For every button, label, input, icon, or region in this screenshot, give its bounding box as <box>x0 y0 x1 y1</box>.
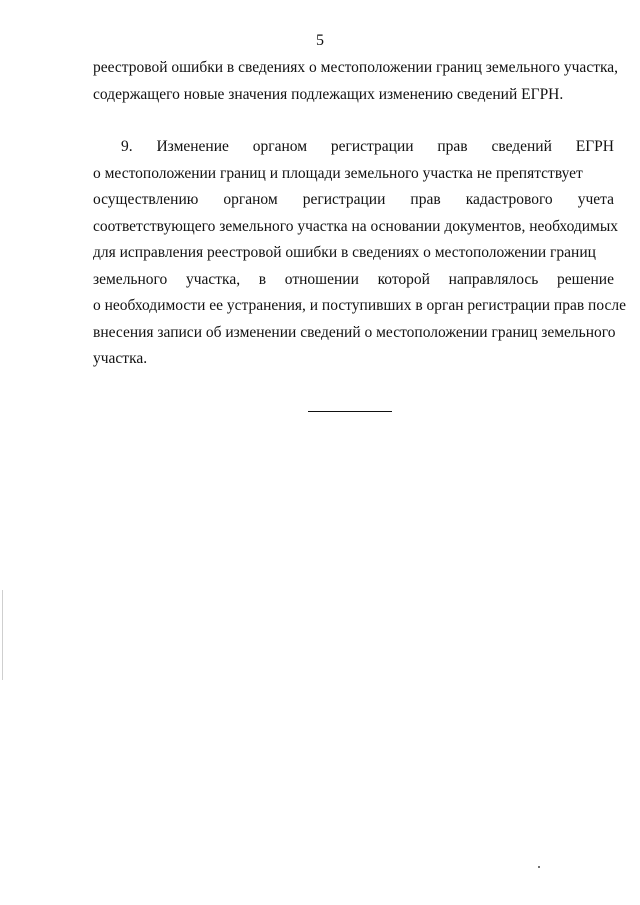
text-line: содержащего новые значения подлежащих изменению сведений ЕГРН. <box>93 85 564 103</box>
word: регистрации <box>302 191 386 208</box>
word: участка, <box>185 270 241 288</box>
word: в <box>258 270 267 288</box>
paragraph-9 <box>93 134 626 373</box>
end-of-document-rule <box>308 411 392 412</box>
text-line: внесения записи об изменении сведений о местоположении границ земельного <box>93 323 616 341</box>
page-number: 5 <box>316 32 324 49</box>
text-line: участка. <box>93 350 148 367</box>
word: ЕГРН <box>575 138 614 155</box>
text-line: для исправления реестровой ошибки в сведениях о местоположении границ <box>93 244 596 261</box>
text-line: о необходимости ее устранения, и поступивших в орган регистрации прав после <box>93 297 626 314</box>
text-line: реестровой ошибки в сведениях о местоположении границ земельного участка, <box>93 59 619 76</box>
word: прав <box>410 191 441 208</box>
word: органом <box>223 191 278 208</box>
text-line: о местоположении границ и площади земельного участка не препятствует <box>93 164 583 182</box>
word: Изменение <box>156 138 229 155</box>
paragraph-9-first-line <box>93 134 614 161</box>
text-line: соответствующего земельного участка на основании документов, необходимых <box>93 217 619 235</box>
word: которой <box>377 270 430 288</box>
word: отношении <box>284 270 359 288</box>
scan-dot-mark <box>538 866 540 868</box>
word: направлялось <box>448 270 539 288</box>
paragraph-number: 9. <box>121 138 133 155</box>
word: осуществлению <box>93 191 199 208</box>
word: учета <box>577 191 614 208</box>
continuation-paragraph <box>93 55 619 108</box>
text-line-justified <box>93 187 614 214</box>
word: решение <box>557 270 614 288</box>
word: земельного <box>93 270 168 288</box>
word: прав <box>437 138 468 155</box>
word: органом <box>252 138 308 155</box>
word: сведений <box>491 138 552 155</box>
scan-edge-mark <box>2 590 3 680</box>
word: регистрации <box>330 138 414 155</box>
text-line-justified <box>93 267 614 294</box>
word: кадастрового <box>465 191 553 208</box>
